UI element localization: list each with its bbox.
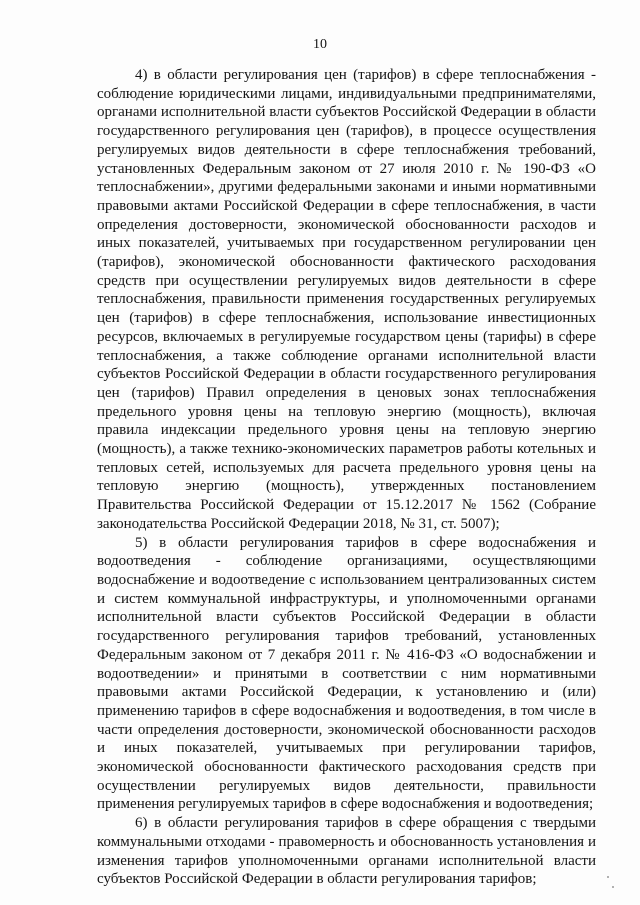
page-number: 10 [313, 37, 327, 52]
paragraph-5-water-supply: 5) в области регулирования тарифов в сфере водоснабжения и водоотведения - соблюдение организациями, осуществляющими водоснабжение и водоотведение с использованием централизованных систем и систем коммунальной инфраструктуры, и уполномоченными органами исполнительной власти субъектов Российской Федерации в области государственного регулирования тарифов требований, установленных Федеральным законом от 7 декабря 2011 г. № 416-ФЗ «О водоснабжении и водоотведении» и принятыми в соответствии с ним нормативными правовыми актами Российской Федерации, к установлению и (или) применению тарифов в сфере водоснабжения и водоотведения, в том числе в части определения достоверности, экономической обоснованности расходов и иных показателей, учитываемых при регулировании тарифов, экономической обоснованности фактического расходования средств при осуществлении регулируемых видов деятельности, правильности применения регулируемых тарифов в сфере водоснабжения и водоотведения; [97, 534, 596, 813]
document-body [97, 66, 596, 889]
scan-speck [607, 876, 609, 878]
paragraph-6-solid-waste: 6) в области регулирования тарифов в сфере обращения с твердыми коммунальными отходами - правомерность и обоснованность установления и изменения тарифов уполномоченными органами исполнительной власти субъектов Российской Федерации в области регулирования тарифов; [97, 815, 596, 888]
scan-speck [612, 886, 614, 888]
paragraph-4-heat-supply: 4) в области регулирования цен (тарифов) в сфере теплоснабжения - соблюдение юридическими лицами, индивидуальными предпринимателями, органами исполнительной власти субъектов Российской Федерации в области государственного регулирования цен (тарифов), в процессе осуществления регулируемых видов деятельности в сфере теплоснабжения требований, установленных Федеральным законом от 27 июля 2010 г. № 190-ФЗ «О теплоснабжении», другими федеральными законами и иными нормативными правовыми актами Российской Федерации в сфере теплоснабжения, в части определения достоверности, экономической обоснованности расходов и иных показателей, учитываемых при государственном регулировании цен (тарифов), экономической обоснованности фактического расходования средств при осуществлении регулируемых видов деятельности в сфере теплоснабжения, правильности применения государственных регулируемых цен (тарифов) в сфере теплоснабжения, использование инвестиционных ресурсов, включаемых в регулируемые государством цены (тарифы) в сфере теплоснабжения, а также соблюдение органами исполнительной власти субъектов Российской Федерации в области государственного регулирования цен (тарифов) Правил определения в ценовых зонах теплоснабжения предельного уровня цены на тепловую энергию (мощность), включая правила индексации предельного уровня цены на тепловую энергию (мощность), а также технико-экономических параметров работы котельных и тепловых сетей, используемых для расчета предельного уровня цены на тепловую энергию (мощность), утвержденных постановлением Правительства Российской Федерации от 15.12.2017 № 1562 (Собрание законодательства Российской Федерации 2018, № 31, ст. 5007); [97, 67, 596, 532]
